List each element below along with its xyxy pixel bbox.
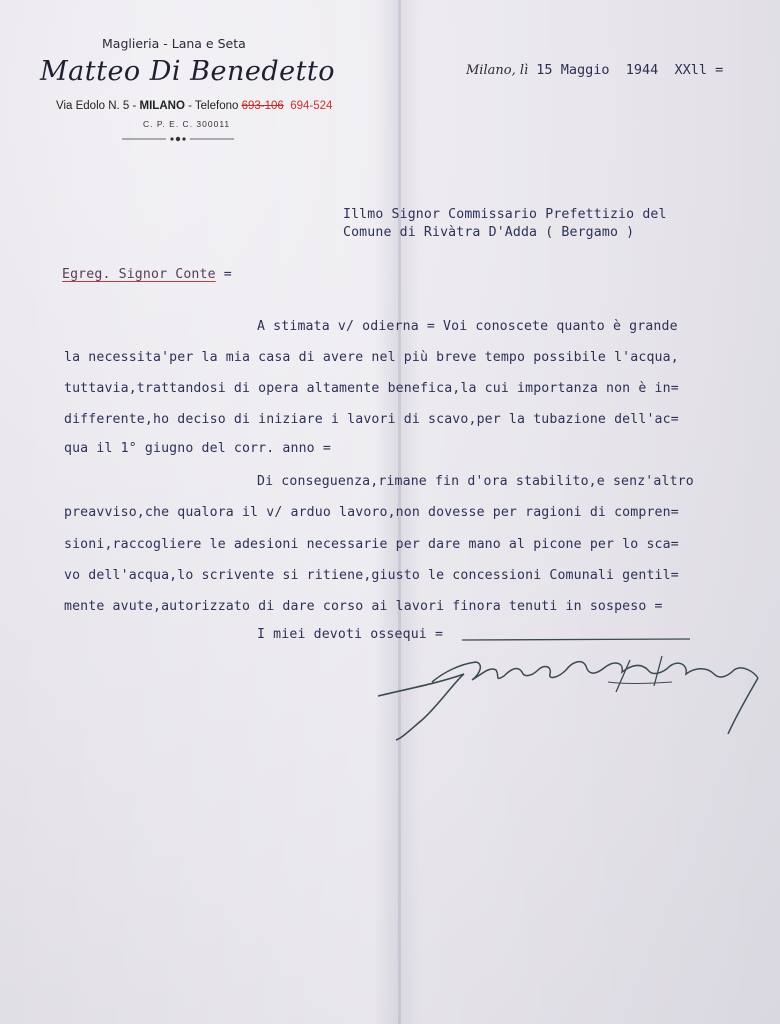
body-line: mente avute,autorizzato di dare corso ai lavori finora tenuti in sospeso = bbox=[64, 599, 663, 614]
date-year: 1944 bbox=[625, 62, 659, 78]
letterhead-cpec: C. P. E. C. 300011 bbox=[143, 119, 231, 129]
recipient-line-2: Comune di Rivàtra D'Adda ( Bergamo ) bbox=[343, 225, 635, 240]
letterhead-address bbox=[56, 100, 332, 112]
handwritten-signature bbox=[372, 636, 768, 746]
address-street: Via Edolo N. 5 - bbox=[56, 100, 140, 112]
body-line: preavviso,che qualora il v/ arduo lavoro,non dovesse per ragioni di compren= bbox=[64, 505, 679, 520]
phone-label: - Telefono bbox=[184, 100, 242, 112]
body-line: Di conseguenza,rimane fin d'ora stabilito,e senz'altro bbox=[257, 474, 694, 489]
body-line: sioni,raccogliere le adesioni necessarie per dare mano al picone per lo sca= bbox=[64, 537, 679, 552]
letterhead-subtitle: Maglieria - Lana e Seta bbox=[102, 36, 246, 51]
salutation-text: Egreg. Signor Conte bbox=[62, 267, 216, 282]
ornament-rule-icon bbox=[122, 135, 234, 143]
salutation-suffix: = bbox=[215, 267, 232, 282]
letter-date bbox=[466, 62, 723, 78]
date-day: 15 bbox=[536, 62, 553, 78]
body-line: A stimata v/ odierna = Voi conoscete quanto è grande bbox=[257, 319, 678, 334]
closing-line: I miei devoti ossequi = bbox=[257, 627, 444, 642]
recipient-line-1: Illmo Signor Commissario Prefettizio del bbox=[343, 207, 667, 222]
body-line: vo dell'acqua,lo scrivente si ritiene,giusto le concessioni Comunali gentil= bbox=[64, 568, 679, 583]
body-line: qua il 1° giugno del corr. anno = bbox=[64, 441, 331, 456]
date-era: XXll = bbox=[674, 62, 724, 78]
date-place: Milano, lì bbox=[466, 63, 529, 78]
phone-old-struck: 693-106 bbox=[241, 100, 284, 112]
letterhead-company-name: Matteo Di Benedetto bbox=[40, 56, 336, 87]
body-line: differente,ho deciso di iniziare i lavori di scavo,per la tubazione dell'ac= bbox=[64, 412, 679, 427]
date-month: Maggio bbox=[560, 62, 610, 78]
body-line: la necessita'per la mia casa di avere nel più breve tempo possibile l'acqua, bbox=[64, 350, 679, 365]
salutation bbox=[62, 267, 232, 282]
address-city: MILANO bbox=[139, 100, 185, 112]
body-line: tuttavia,trattandosi di opera altamente benefica,la cui importanza non è in= bbox=[64, 381, 679, 396]
phone-new: 694-524 bbox=[290, 100, 333, 112]
